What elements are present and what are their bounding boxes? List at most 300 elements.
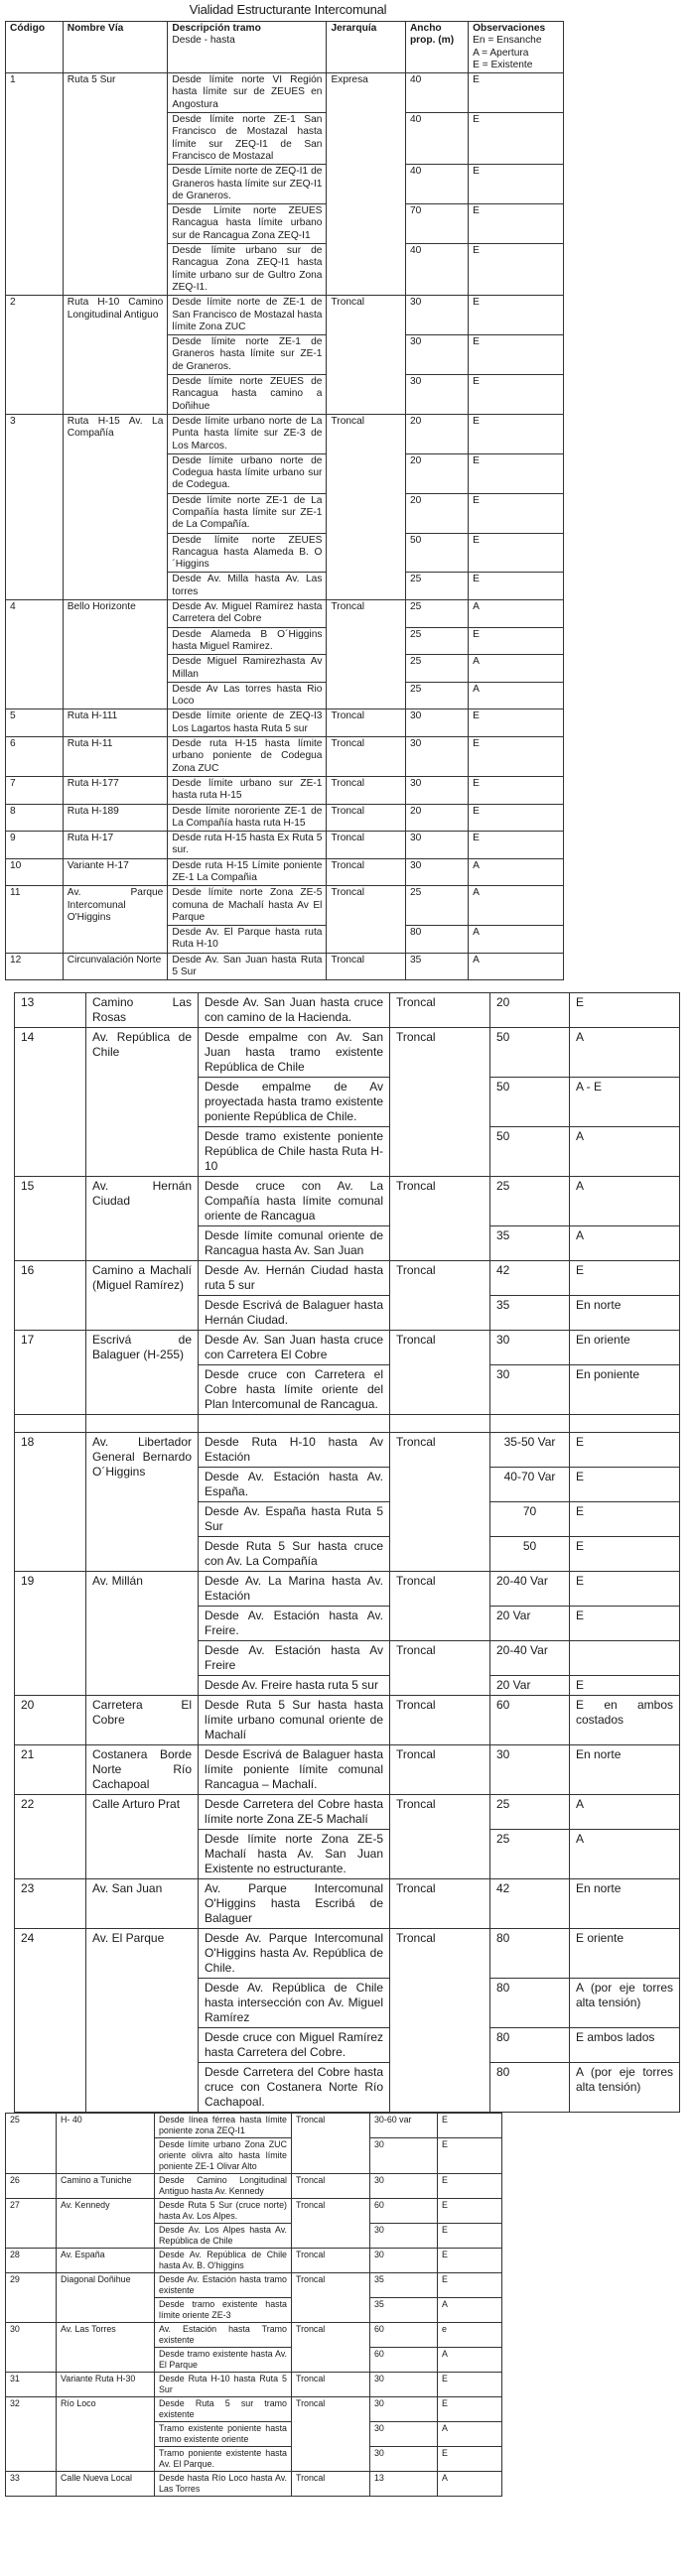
segment-description: Desde hasta Río Loco hasta Av. Las Torres: [155, 2472, 292, 2497]
segment-width: 30-60 var: [370, 2114, 438, 2138]
segment-width: 80: [490, 1979, 570, 2028]
road-name: Calle Nueva Local: [57, 2472, 155, 2497]
road-code: 3: [6, 414, 64, 599]
header-observaciones: Observaciones En = Ensanche A = Apertura E = Existente: [469, 22, 564, 73]
table-row: [15, 1433, 680, 1468]
segment-observation: E: [469, 832, 564, 859]
road-code: 31: [6, 2373, 57, 2397]
segment-width: 20: [405, 414, 468, 453]
segment-width: 35: [370, 2298, 438, 2323]
segment-width: 20: [490, 993, 570, 1028]
segment-description: Desde ruta H-15 hasta límite urbano poniente de Codegua Zona ZUC: [168, 737, 327, 777]
segment-width: 25: [405, 655, 468, 683]
segment-width: 25: [490, 1177, 570, 1226]
road-name: Ruta H-11: [63, 737, 168, 777]
empty-cell: [490, 1415, 570, 1433]
segment-description: Desde Miguel Ramirezhasta Av Millan: [168, 655, 327, 683]
segment-description: Tramo existente poniente hasta tramo existente oriente: [155, 2422, 292, 2447]
segment-description: Desde ruta H-15 Límite poniente ZE-1 La Compañia: [168, 858, 327, 886]
segment-description: Desde Av. Hernán Ciudad hasta ruta 5 sur: [199, 1261, 390, 1296]
segment-width: 20-40 Var: [490, 1641, 570, 1676]
road-code: 19: [15, 1572, 86, 1696]
table-row: [6, 2249, 502, 2273]
segment-width: 80: [490, 1929, 570, 1979]
segment-width: 70: [490, 1502, 570, 1537]
segment-width: 50: [490, 1078, 570, 1127]
segment-observation: E: [438, 2174, 502, 2199]
segment-observation: A: [469, 600, 564, 628]
segment-description: Desde límite comunal oriente de Rancagua hasta Av. San Juan: [199, 1226, 390, 1261]
road-hierarchy: Troncal: [390, 1572, 490, 1641]
road-code: 18: [15, 1433, 86, 1572]
road-code: 21: [15, 1745, 86, 1795]
segment-observation: E: [469, 204, 564, 244]
segment-width: 25: [405, 573, 468, 600]
table-row: [15, 1177, 680, 1226]
segment-description: Desde tramo existente poniente República de Chile hasta Ruta H-10: [199, 1127, 390, 1177]
road-hierarchy: Troncal: [327, 776, 406, 804]
segment-description: Desde límite urbano norte de La Punta hasta límite sur ZE-3 de Los Marcos.: [168, 414, 327, 453]
empty-cell: [199, 1415, 390, 1433]
segment-observation: e: [438, 2323, 502, 2348]
header-codigo: Código: [6, 22, 64, 73]
segment-width: 30: [370, 2224, 438, 2249]
segment-description: Desde límite nororiente ZE-1 de La Compañía hasta ruta H-15: [168, 804, 327, 832]
road-name: Av. Millán: [86, 1572, 199, 1696]
segment-observation: E: [438, 2224, 502, 2249]
table-row: [15, 1795, 680, 1830]
segment-width: 40: [405, 113, 468, 165]
table-row: [6, 2472, 502, 2497]
road-hierarchy: Troncal: [292, 2397, 370, 2472]
table-row: [15, 1028, 680, 1078]
segment-description: Desde límite norte ZEUES de Rancagua hasta camino a Doñihue: [168, 375, 327, 415]
road-code: 24: [15, 1929, 86, 2113]
segment-width: 35: [490, 1226, 570, 1261]
segment-observation: A: [570, 1127, 680, 1177]
segment-width: 30: [490, 1331, 570, 1365]
segment-observation: E: [438, 2114, 502, 2138]
road-code: 20: [15, 1696, 86, 1745]
road-code: 13: [15, 993, 86, 1028]
segment-observation: E: [469, 804, 564, 832]
segment-description: Desde Av. La Marina hasta Av. Estación: [199, 1572, 390, 1607]
road-code: 23: [15, 1879, 86, 1929]
segment-observation: A: [469, 858, 564, 886]
segment-observation: A: [570, 1177, 680, 1226]
segment-description: Desde Av Las torres hasta Rio Loco: [168, 682, 327, 709]
table-header-row: [6, 22, 564, 73]
road-hierarchy: Troncal: [390, 1696, 490, 1745]
segment-width: 25: [490, 1830, 570, 1879]
segment-width: 25: [490, 1795, 570, 1830]
road-code: 10: [6, 858, 64, 886]
segment-observation: E: [469, 244, 564, 296]
road-name: Ruta H-177: [63, 776, 168, 804]
road-hierarchy: Troncal: [327, 858, 406, 886]
segment-description: Desde Av. Milla hasta Av. Las torres: [168, 573, 327, 600]
table-row: [6, 2199, 502, 2224]
road-name: Av. España: [57, 2249, 155, 2273]
segment-width: 80: [490, 2063, 570, 2113]
segment-description: Desde límite norte ZE-1 San Francisco de Mostazal hasta límite sur ZEQ-I1 de San Francisco de Mostazal: [168, 113, 327, 165]
segment-description: Desde Ruta 5 Sur hasta cruce con Av. La Compañía: [199, 1537, 390, 1572]
segment-description: Desde línea férrea hasta límite poniente zona ZEQ-I1: [155, 2114, 292, 2138]
segment-observation: E: [469, 73, 564, 113]
segment-description: Desde Av. Parque Intercomunal O'Higgins hasta Av. República de Chile.: [199, 1929, 390, 1979]
road-hierarchy: Troncal: [390, 1177, 490, 1261]
segment-observation: E ambos lados: [570, 2028, 680, 2063]
segment-description: Desde Av. Estación hasta Av. España.: [199, 1468, 390, 1502]
empty-cell: [390, 1415, 490, 1433]
table-row: [6, 776, 564, 804]
segment-description: Desde cruce con Av. La Compañía hasta límite comunal oriente de Rancagua: [199, 1177, 390, 1226]
road-name: Av. República de Chile: [86, 1028, 199, 1177]
segment-description: Desde límite urbano norte de Codegua hasta límite urbano sur de Codegua.: [168, 453, 327, 493]
segment-description: Desde Ruta H-10 hasta Av Estación: [199, 1433, 390, 1468]
segment-observation: E: [570, 1572, 680, 1607]
table-row: [15, 1879, 680, 1929]
segment-width: 30: [370, 2174, 438, 2199]
table-row: [6, 2174, 502, 2199]
road-code: 12: [6, 953, 64, 980]
segment-description: Desde Av. Estación hasta Av. Freire.: [199, 1607, 390, 1641]
segment-observation: A: [469, 682, 564, 709]
road-hierarchy: Troncal: [390, 993, 490, 1028]
road-code: 1: [6, 73, 64, 296]
table-row: [6, 832, 564, 859]
segment-observation: A: [438, 2472, 502, 2497]
table-row: [15, 1331, 680, 1365]
road-code: 26: [6, 2174, 57, 2199]
road-name: Calle Arturo Prat: [86, 1795, 199, 1879]
road-name: Av. Kennedy: [57, 2199, 155, 2249]
segment-width: 30: [405, 776, 468, 804]
segment-observation: E oriente: [570, 1929, 680, 1979]
road-name: Av. Hernán Ciudad: [86, 1177, 199, 1261]
road-code: 7: [6, 776, 64, 804]
road-hierarchy: Troncal: [292, 2273, 370, 2323]
segment-description: Desde límite norte ZE-1 de La Compañía hasta límite sur ZE-1 de La Compañía.: [168, 493, 327, 533]
table-row: [6, 804, 564, 832]
segment-description: Desde límite norte Zona ZE-5 comuna de Machalí hasta Av El Parque: [168, 886, 327, 926]
road-name: Av. San Juan: [86, 1879, 199, 1929]
segment-observation: E en ambos costados: [570, 1696, 680, 1745]
header-ancho: Ancho prop. (m): [405, 22, 468, 73]
segment-observation: A (por eje torres alta tensión): [570, 1979, 680, 2028]
segment-width: 35: [405, 953, 468, 980]
spacer-row: [15, 1415, 680, 1433]
segment-width: 20: [405, 493, 468, 533]
segment-description: Desde Camino Longitudinal Antiguo hasta Av. Kennedy: [155, 2174, 292, 2199]
segment-description: Desde Carretera del Cobre hasta cruce con Costanera Norte Río Cachapoal.: [199, 2063, 390, 2113]
road-name: Escrivá de Balaguer (H-255): [86, 1331, 199, 1415]
segment-width: 50: [490, 1028, 570, 1078]
road-name: Diagonal Doñihue: [57, 2273, 155, 2323]
table-row: [15, 1572, 680, 1607]
road-code: 27: [6, 2199, 57, 2249]
segment-description: Desde límite urbano Zona ZUC oriente olivra alto hasta límite poniente ZE-1 Olivar Alto: [155, 2138, 292, 2174]
segment-description: Desde tramo existente hasta Av. El Parque: [155, 2348, 292, 2373]
road-name: Camino a Tuniche: [57, 2174, 155, 2199]
segment-observation: A: [438, 2348, 502, 2373]
segment-description: Desde Límite norte ZEUES Rancagua hasta límite urbano sur de Rancagua Zona ZEQ-I1: [168, 204, 327, 244]
road-name: Río Loco: [57, 2397, 155, 2472]
segment-observation: E: [570, 1537, 680, 1572]
road-name: Bello Horizonte: [63, 600, 168, 709]
road-hierarchy: Troncal: [292, 2174, 370, 2199]
road-name: Ruta H-17: [63, 832, 168, 859]
road-hierarchy: Troncal: [327, 737, 406, 777]
road-code: 29: [6, 2273, 57, 2323]
segment-description: Desde límite norte ZE-1 de Graneros hasta límite sur ZE-1 de Graneros.: [168, 335, 327, 375]
segment-observation: A: [570, 1830, 680, 1879]
segment-description: Desde cruce con Carretera el Cobre hasta límite oriente del Plan Intercomunal de Rancagua.: [199, 1365, 390, 1415]
segment-observation: E: [469, 493, 564, 533]
road-hierarchy: Troncal: [327, 953, 406, 980]
road-name: Ruta H-10 Camino Longitudinal Antiguo: [63, 296, 168, 415]
empty-cell: [570, 1415, 680, 1433]
road-hierarchy: Troncal: [327, 832, 406, 859]
road-hierarchy: Troncal: [390, 1261, 490, 1331]
road-hierarchy: Troncal: [390, 1641, 490, 1696]
header-jerarquia: Jerarquía: [327, 22, 406, 73]
segment-observation: A: [469, 655, 564, 683]
header-descripcion: Descripción tramo Desde - hasta: [168, 22, 327, 73]
segment-observation: A: [469, 953, 564, 980]
table-row: [15, 1696, 680, 1745]
segment-description: Desde Límite norte de ZEQ-I1 de Graneros hasta límite sur ZEQ-I1 de Graneros.: [168, 165, 327, 204]
segment-width: 30: [370, 2397, 438, 2422]
road-hierarchy: Troncal: [292, 2199, 370, 2249]
road-hierarchy: Troncal: [390, 1879, 490, 1929]
segment-width: 40: [405, 165, 468, 204]
segment-width: 50: [490, 1537, 570, 1572]
segment-description: Desde Av. Los Alpes hasta Av. República de Chile: [155, 2224, 292, 2249]
segment-width: 30: [490, 1745, 570, 1795]
table-row: [6, 2397, 502, 2422]
road-name: Ruta H-15 Av. La Compañía: [63, 414, 168, 599]
segment-width: 20 Var: [490, 1607, 570, 1641]
empty-cell: [86, 1415, 199, 1433]
segment-description: Desde límite oriente de ZEQ-I3 Los Lagartos hasta Ruta 5 sur: [168, 709, 327, 737]
segment-observation: E: [570, 1676, 680, 1696]
segment-width: 40: [405, 244, 468, 296]
segment-description: Desde Alameda B O´Higgins hasta Miguel Ramirez.: [168, 627, 327, 655]
segment-width: 70: [405, 204, 468, 244]
road-code: 5: [6, 709, 64, 737]
segment-observation: A - E: [570, 1078, 680, 1127]
segment-description: Desde tramo existente hasta límite oriente ZE-3: [155, 2298, 292, 2323]
road-code: 9: [6, 832, 64, 859]
segment-observation: E: [570, 1433, 680, 1468]
table-row: [6, 296, 564, 335]
road-name: Variante Ruta H-30: [57, 2373, 155, 2397]
road-hierarchy: Troncal: [327, 804, 406, 832]
segment-observation: E: [469, 296, 564, 335]
segment-description: Desde Ruta H-10 hasta Ruta 5 Sur: [155, 2373, 292, 2397]
road-code: 15: [15, 1177, 86, 1261]
table-row: [6, 2323, 502, 2348]
segment-observation: E: [469, 335, 564, 375]
segment-observation: A: [570, 1226, 680, 1261]
segment-description: Desde Escrivá de Balaguer hasta Hernán Ciudad.: [199, 1296, 390, 1331]
segment-observation: E: [469, 627, 564, 655]
segment-width: 40-70 Var: [490, 1468, 570, 1502]
segment-description: Desde cruce con Miguel Ramírez hasta Carretera del Cobre.: [199, 2028, 390, 2063]
segment-width: 35-50 Var: [490, 1433, 570, 1468]
road-name: Camino Las Rosas: [86, 993, 199, 1028]
segment-width: 35: [490, 1296, 570, 1331]
segment-width: 30: [370, 2447, 438, 2472]
segment-observation: En norte: [570, 1879, 680, 1929]
segment-observation: [570, 1641, 680, 1676]
segment-observation: A: [570, 1028, 680, 1078]
segment-description: Desde Carretera del Cobre hasta límite norte Zona ZE-5 Machalí: [199, 1795, 390, 1830]
segment-width: 30: [405, 832, 468, 859]
segment-description: Desde límite urbano sur ZE-1 hasta ruta H-15: [168, 776, 327, 804]
table-row: [15, 1261, 680, 1296]
segment-width: 20: [405, 804, 468, 832]
segment-width: 60: [370, 2348, 438, 2373]
segment-observation: E: [469, 453, 564, 493]
segment-width: 30: [405, 858, 468, 886]
table-row: [6, 737, 564, 777]
road-code: 4: [6, 600, 64, 709]
segment-observation: E: [469, 375, 564, 415]
segment-width: 80: [405, 926, 468, 954]
road-hierarchy: Troncal: [390, 1929, 490, 2113]
segment-observation: E: [570, 1502, 680, 1537]
header-nombre: Nombre Vía: [63, 22, 168, 73]
road-code: 11: [6, 886, 64, 953]
segment-description: Desde Av. Miguel Ramírez hasta Carretera del Cobre: [168, 600, 327, 628]
road-name: Av. Libertador General Bernardo O´Higgins: [86, 1433, 199, 1572]
segment-description: Desde Av. Estación hasta Av Freire: [199, 1641, 390, 1676]
road-hierarchy: Troncal: [292, 2373, 370, 2397]
road-table-section-a: [5, 21, 564, 980]
road-hierarchy: Troncal: [327, 296, 406, 415]
segment-description: Desde Av. Estación hasta tramo existente: [155, 2273, 292, 2298]
segment-observation: E: [438, 2199, 502, 2224]
road-hierarchy: Troncal: [327, 709, 406, 737]
table-row: [6, 2273, 502, 2298]
segment-width: 30: [405, 296, 468, 335]
segment-observation: E: [438, 2447, 502, 2472]
segment-width: 30: [370, 2422, 438, 2447]
segment-description: Desde Escrivá de Balaguer hasta límite poniente límite comunal Rancagua – Machalí.: [199, 1745, 390, 1795]
road-name: Carretera El Cobre: [86, 1696, 199, 1745]
segment-description: Desde límite norte ZEUES Rancagua hasta Alameda B. O´Higgins: [168, 533, 327, 573]
road-code: 33: [6, 2472, 57, 2497]
table-row: [6, 858, 564, 886]
segment-observation: E: [469, 414, 564, 453]
segment-observation: E: [469, 533, 564, 573]
segment-description: Av. Estación hasta Tramo existente: [155, 2323, 292, 2348]
road-hierarchy: Troncal: [327, 886, 406, 953]
segment-width: 50: [405, 533, 468, 573]
segment-width: 25: [405, 600, 468, 628]
segment-description: Desde Ruta 5 Sur (cruce norte) hasta Av. Los Alpes.: [155, 2199, 292, 2224]
segment-width: 25: [405, 627, 468, 655]
road-hierarchy: Troncal: [292, 2249, 370, 2273]
road-name: Camino a Machalí (Miguel Ramírez): [86, 1261, 199, 1331]
table-row: [6, 73, 564, 113]
segment-observation: A: [570, 1795, 680, 1830]
road-name: Circunvalación Norte: [63, 953, 168, 980]
segment-observation: En poniente: [570, 1365, 680, 1415]
segment-width: 30: [405, 737, 468, 777]
segment-observation: A: [469, 886, 564, 926]
road-name: H- 40: [57, 2114, 155, 2174]
table-row: [6, 2373, 502, 2397]
document-title: Vialidad Estructurante Intercomunal: [189, 2, 387, 17]
segment-observation: E: [570, 1468, 680, 1502]
road-hierarchy: Troncal: [390, 1795, 490, 1879]
segment-description: Desde Av. República de Chile hasta Av. B. O'higgins: [155, 2249, 292, 2273]
segment-observation: A: [469, 926, 564, 954]
road-code: 25: [6, 2114, 57, 2174]
segment-width: 30: [405, 709, 468, 737]
table-row: [15, 1745, 680, 1795]
segment-description: Desde límite norte Zona ZE-5 Machalí hasta Av. San Juan Existente no estructurante.: [199, 1830, 390, 1879]
road-code: 22: [15, 1795, 86, 1879]
segment-observation: E: [438, 2397, 502, 2422]
segment-width: 42: [490, 1879, 570, 1929]
segment-description: Desde Ruta 5 sur tramo existente: [155, 2397, 292, 2422]
segment-width: 35: [370, 2273, 438, 2298]
road-code: 2: [6, 296, 64, 415]
segment-description: Desde empalme con Av. San Juan hasta tramo existente República de Chile: [199, 1028, 390, 1078]
segment-observation: E: [469, 165, 564, 204]
segment-width: 42: [490, 1261, 570, 1296]
segment-observation: A: [438, 2298, 502, 2323]
segment-description: Desde empalme de Av proyectada hasta tramo existente poniente República de Chile.: [199, 1078, 390, 1127]
road-name: Costanera Borde Norte Río Cachapoal: [86, 1745, 199, 1795]
segment-observation: E: [438, 2273, 502, 2298]
road-code: 30: [6, 2323, 57, 2373]
segment-width: 30: [490, 1365, 570, 1415]
segment-observation: E: [469, 709, 564, 737]
table-row: [6, 953, 564, 980]
road-name: Av. Las Torres: [57, 2323, 155, 2373]
road-table-section-b: [14, 992, 680, 2113]
segment-width: 40: [405, 73, 468, 113]
road-code: 28: [6, 2249, 57, 2273]
segment-observation: E: [438, 2373, 502, 2397]
road-code: 14: [15, 1028, 86, 1177]
segment-observation: E: [469, 113, 564, 165]
road-hierarchy: Troncal: [390, 1028, 490, 1177]
segment-observation: E: [570, 1607, 680, 1641]
table-row: [15, 1929, 680, 1979]
segment-observation: E: [469, 573, 564, 600]
segment-width: 20 Var: [490, 1676, 570, 1696]
segment-description: Desde límite urbano sur de Rancagua Zona ZEQ-I1 hasta límite urbano sur de Gultro Zona ZEQ-I1.: [168, 244, 327, 296]
road-name: Ruta 5 Sur: [63, 73, 168, 296]
road-table-section-c: [5, 2113, 502, 2497]
road-hierarchy: Troncal: [292, 2114, 370, 2174]
segment-description: Tramo poniente existente hasta Av. El Parque.: [155, 2447, 292, 2472]
segment-width: 50: [490, 1127, 570, 1177]
table-row: [6, 2114, 502, 2138]
road-name: Av. Parque Intercomunal O'Higgins: [63, 886, 168, 953]
road-code: 17: [15, 1331, 86, 1415]
road-hierarchy: Expresa: [327, 73, 406, 296]
segment-width: 30: [370, 2249, 438, 2273]
segment-width: 60: [490, 1696, 570, 1745]
segment-width: 60: [370, 2323, 438, 2348]
